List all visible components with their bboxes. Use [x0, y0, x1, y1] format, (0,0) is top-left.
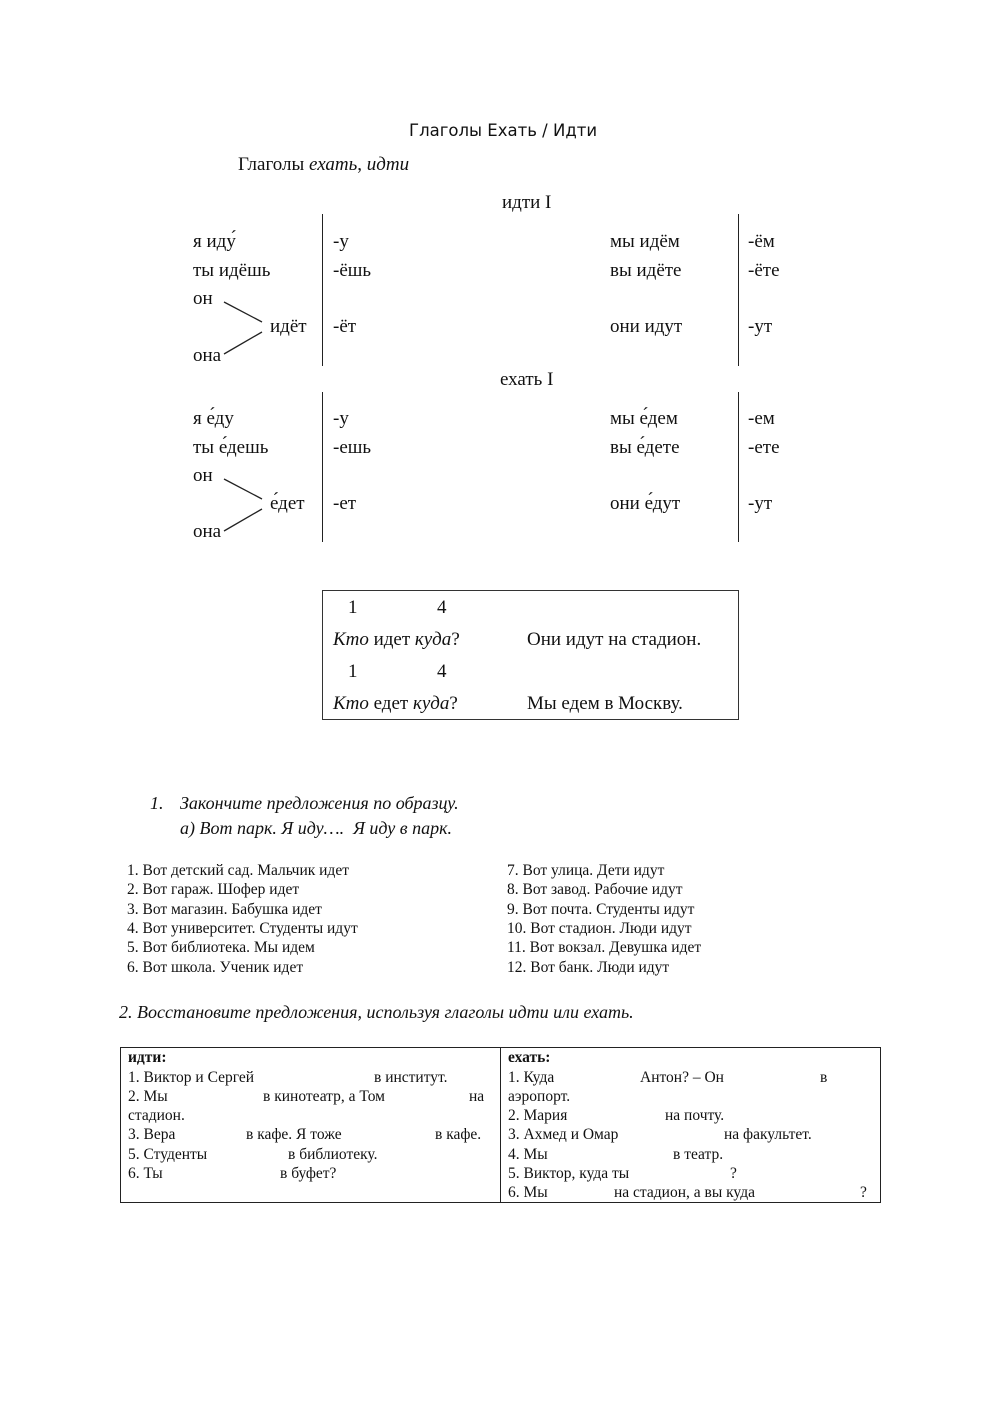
idti-sentence-5-end: в библиотеку.: [288, 1146, 378, 1163]
exercise1-number: 1.: [150, 793, 164, 813]
ekhat-pronoun-ona: она: [193, 521, 222, 542]
list-item: 11. Вот вокзал. Девушка идет: [507, 939, 702, 956]
list-item: 2. Вот гараж. Шофер идет: [127, 881, 300, 898]
ekhat-sentence-3-end: на факультет.: [724, 1126, 812, 1143]
heading-verb-ekhat: ехать: [309, 154, 358, 175]
ekhat-ending-ya: -у: [333, 408, 349, 429]
list-item: 4. Вот университет. Студенты идут: [127, 920, 358, 937]
list-item: 3. Вот магазин. Бабушка идет: [127, 901, 322, 918]
idti-left-divider: [322, 214, 323, 366]
ekhat-plural-vy: вы е́дете: [610, 437, 680, 458]
ekhat-column-header: ехать:: [508, 1049, 551, 1066]
table-divider: [500, 1048, 501, 1202]
list-item: 9. Вот почта. Студенты идут: [507, 901, 695, 918]
ekhat-plural-oni: они е́дут: [610, 493, 681, 514]
question-word-kto: Кто: [333, 693, 369, 714]
idti-sentence-2-middle: в кинотеатр, а Том: [263, 1088, 385, 1105]
ekhat-bracket-lines: [222, 471, 268, 533]
idti-sentence-2-start: 2. Мы: [128, 1088, 168, 1105]
idti-sentence-6-end: в буфет?: [280, 1165, 337, 1182]
question-word-kuda: куда: [412, 693, 450, 714]
case-number-4: 4: [437, 597, 447, 618]
idti-pronoun-on: он: [193, 288, 213, 309]
ekhat-sentence-6-start: 6. Мы: [508, 1184, 548, 1201]
heading-prefix: Глаголы: [238, 154, 310, 175]
idti-sentence-3-middle: в кафе. Я тоже: [246, 1126, 342, 1143]
idti-ending-ty: -ёшь: [333, 260, 372, 281]
exercise1-instruction: Закончите предложения по образцу.: [180, 793, 459, 813]
question-verb: идет: [368, 629, 415, 650]
list-item: 5. Вот библиотека. Мы идем: [127, 939, 315, 956]
idti-ending-oni: -ут: [748, 316, 773, 337]
ekhat-sentence-1-v: в: [820, 1069, 828, 1086]
ekhat-pronoun-ty: ты е́дешь: [193, 437, 269, 458]
list-item: 10. Вот стадион. Люди идут: [507, 920, 692, 937]
idti-pronoun-ty: ты идёшь: [193, 260, 271, 281]
question-mark: ?: [451, 629, 460, 650]
ekhat-sentence-6-middle: на стадион, а вы куда: [614, 1184, 755, 1201]
list-item: 1. Вот детский сад. Мальчик идет: [127, 862, 349, 879]
exercise1-example: а) Вот парк. Я иду…. Я иду в парк.: [180, 818, 453, 838]
document-title: Глаголы Ехать / Идти: [409, 121, 598, 140]
idti-right-divider: [738, 214, 739, 366]
idti-third-verb: идёт: [270, 316, 307, 337]
ekhat-sentence-5-start: 5. Виктор, куда ты: [508, 1165, 630, 1182]
heading-separator: ,: [357, 154, 367, 175]
idti-sentence-1-start: 1. Виктор и Сергей: [128, 1069, 255, 1086]
ekhat-sentence-4-end: в театр.: [673, 1146, 724, 1163]
idti-plural-my: мы идём: [610, 231, 680, 252]
ekhat-header: ехать I: [500, 369, 554, 390]
case-number-4b: 4: [437, 661, 447, 682]
ekhat-sentence-2-end: на почту.: [665, 1107, 725, 1124]
case-number-1b: 1: [348, 661, 358, 682]
idti-pronoun-ya: я иду́: [193, 231, 236, 252]
ekhat-right-divider: [738, 392, 739, 542]
idti-third-ending: -ёт: [333, 316, 357, 337]
idti-plural-vy: вы идёте: [610, 260, 682, 281]
list-item: 8. Вот завод. Рабочие идут: [507, 881, 683, 898]
ekhat-ending-oni: -ут: [748, 493, 773, 514]
idti-sentence-5-start: 5. Студенты: [128, 1146, 208, 1163]
ekhat-ending-ty: -ешь: [333, 437, 372, 458]
section-heading: [238, 154, 409, 176]
ekhat-sentence-6-end: ?: [860, 1184, 867, 1201]
idti-plural-oni: они идут: [610, 316, 683, 337]
ekhat-sentence-2-start: 2. Мария: [508, 1107, 568, 1124]
idti-ending-my: -ём: [748, 231, 775, 252]
idti-ending-ya: -у: [333, 231, 349, 252]
ekhat-sentence-1-end: аэропорт.: [508, 1088, 571, 1105]
idti-sentence-1-end: в институт.: [374, 1069, 448, 1086]
idti-sentence-3-end: в кафе.: [435, 1126, 482, 1143]
model-question-1: [333, 629, 460, 651]
ekhat-third-ending: -ет: [333, 493, 357, 514]
ekhat-sentence-4-start: 4. Мы: [508, 1146, 548, 1163]
ekhat-sentence-5-end: ?: [730, 1165, 737, 1182]
ekhat-ending-vy: -ете: [748, 437, 780, 458]
ekhat-sentence-1-middle: Антон? – Он: [640, 1069, 724, 1086]
ekhat-third-verb: е́дет: [270, 493, 305, 514]
ekhat-sentence-1-start: 1. Куда: [508, 1069, 555, 1086]
model-question-2: [333, 693, 458, 715]
exercise2-instruction: 2. Восстановите предложения, используя глаголы идти или ехать.: [119, 1002, 634, 1022]
model-answer-2: Мы едем в Москву.: [527, 693, 683, 714]
list-item: 12. Вот банк. Люди идут: [507, 959, 670, 976]
ekhat-sentence-3-start: 3. Ахмед и Омар: [508, 1126, 619, 1143]
ekhat-left-divider: [322, 392, 323, 542]
question-verb: едет: [368, 693, 413, 714]
idti-bracket-lines: [222, 294, 268, 356]
ekhat-pronoun-ya: я е́ду: [193, 408, 234, 429]
question-word-kuda: куда: [414, 629, 452, 650]
idti-sentence-2-na: на: [469, 1088, 485, 1105]
question-mark: ?: [449, 693, 458, 714]
list-item: 7. Вот улица. Дети идут: [507, 862, 665, 879]
model-answer-1: Они идут на стадион.: [527, 629, 702, 650]
idti-pronoun-ona: она: [193, 345, 222, 366]
ekhat-plural-my: мы е́дем: [610, 408, 678, 429]
idti-sentence-3-start: 3. Вера: [128, 1126, 176, 1143]
idti-column-header: идти:: [128, 1049, 167, 1066]
question-word-kto: Кто: [333, 629, 369, 650]
idti-sentence-6-start: 6. Ты: [128, 1165, 163, 1182]
idti-header: идти I: [502, 192, 552, 213]
ekhat-ending-my: -ем: [748, 408, 775, 429]
idti-sentence-2-end: стадион.: [128, 1107, 185, 1124]
idti-ending-vy: -ёте: [748, 260, 780, 281]
ekhat-pronoun-on: он: [193, 465, 213, 486]
heading-verb-idti: идти: [366, 154, 410, 175]
case-number-1: 1: [348, 597, 358, 618]
list-item: 6. Вот школа. Ученик идет: [127, 959, 304, 976]
